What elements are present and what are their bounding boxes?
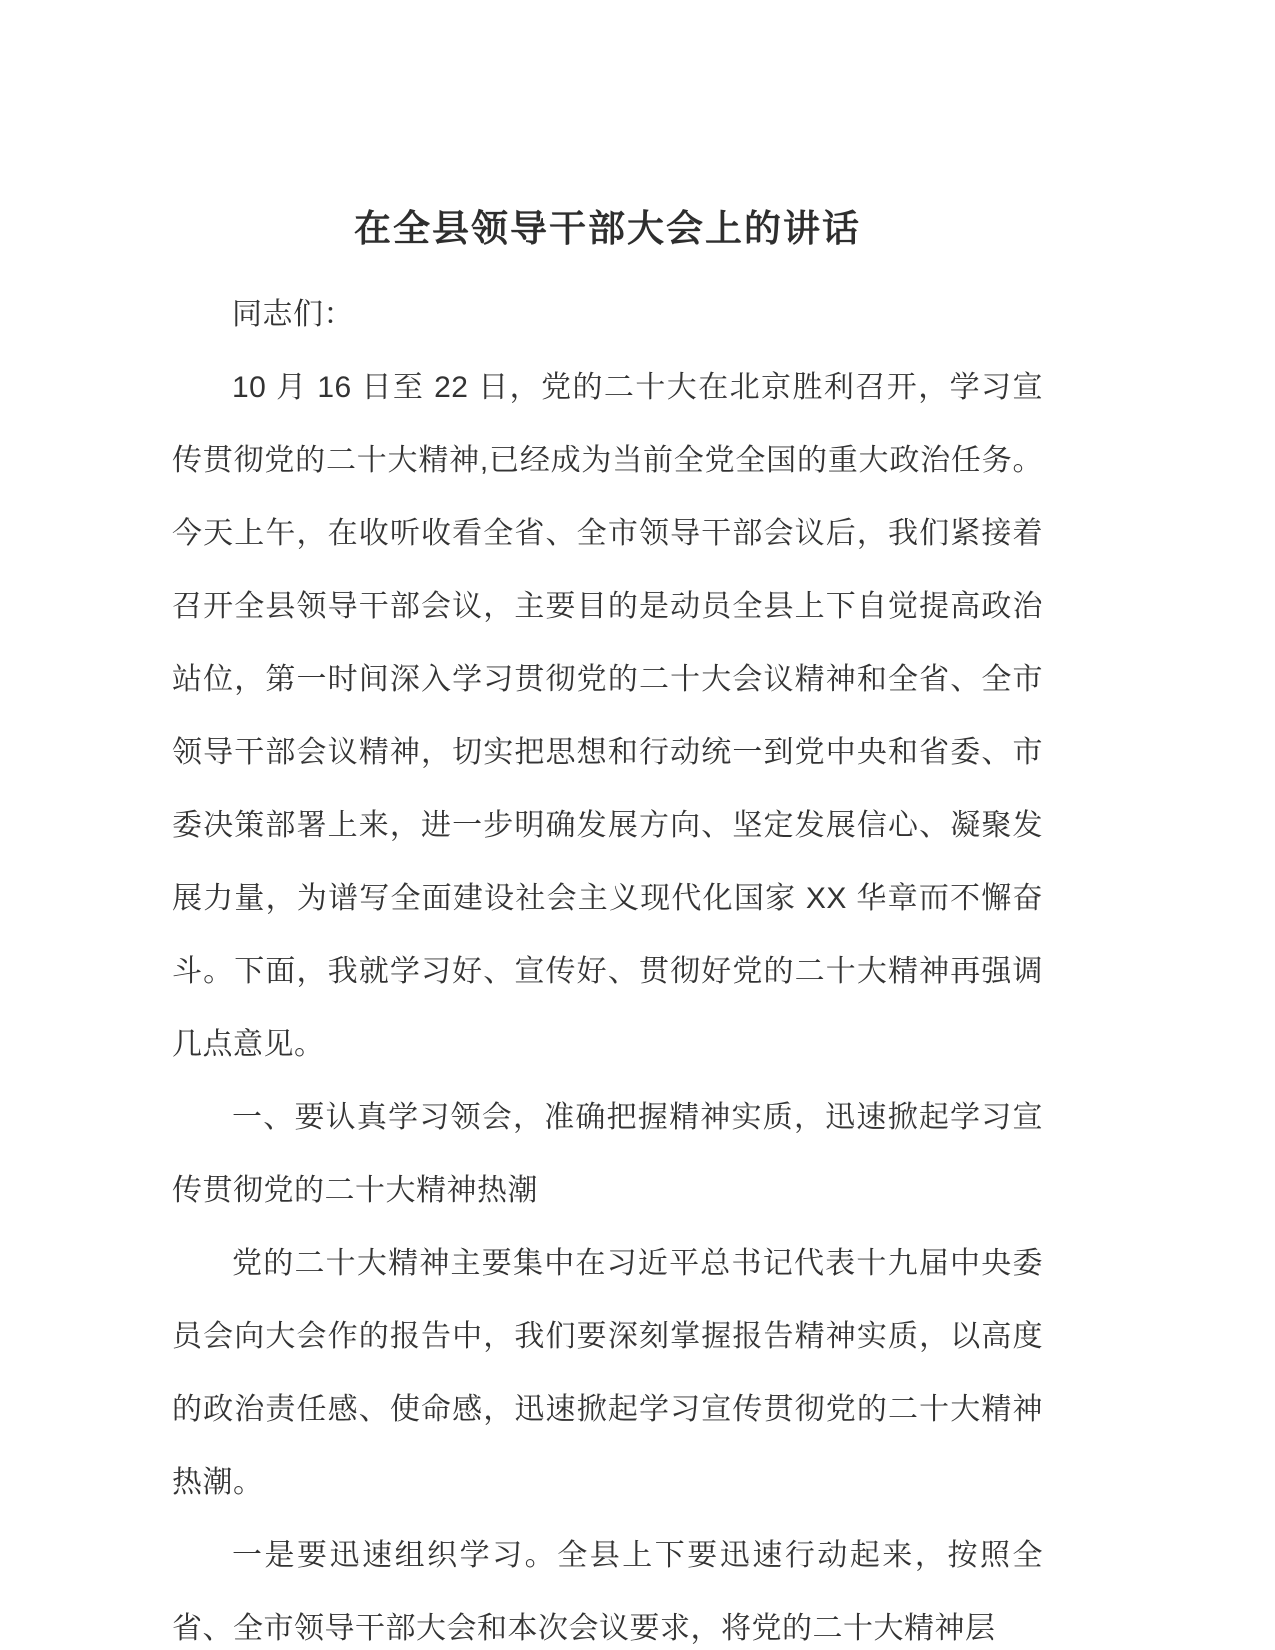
paragraph: 党的二十大精神主要集中在习近平总书记代表十九届中央委员会向大会作的报告中，我们要深刻掌握报告精神实质，以高度的政治责任感、使命感，迅速掀起学习宣传贯彻党的二十大精神热潮。: [172, 1247, 1043, 1499]
paragraph: 同志们：: [232, 298, 354, 331]
document-title: 在全县领导干部大会上的讲话: [354, 208, 861, 249]
paragraph: 一是要迅速组织学习。全县上下要迅速行动起来，按照全省、全市领导干部大会和本次会议要求，将党的二十大精神层: [172, 1539, 1043, 1645]
paragraph: 一、要认真学习领会，准确把握精神实质，迅速掀起学习宣传贯彻党的二十大精神热潮: [172, 1101, 1043, 1207]
document-body: [172, 278, 1043, 1650]
paragraph: 10 月 16 日至 22 日，党的二十大在北京胜利召开，学习宣传贯彻党的二十大精神,已经成为当前全党全国的重大政治任务。今天上午，在收听收看全省、全市领导干部会议后，我们紧接着召开全县领导干部会议，主要目的是动员全县上下自觉提高政治站位，第一时间深入学习贯彻党的二十大会议精神和全省、全市领导干部会议精神，切实把思想和行动统一到党中央和省委、市委决策部署上来，进一步明确发展方向、坚定发展信心、凝聚发展力量，为谱写全面建设社会主义现代化国家 XX 华章而不懈奋斗。下面，我就学习好、宣传好、贯彻好党的二十大精神再强调几点意见。: [172, 371, 1043, 1061]
